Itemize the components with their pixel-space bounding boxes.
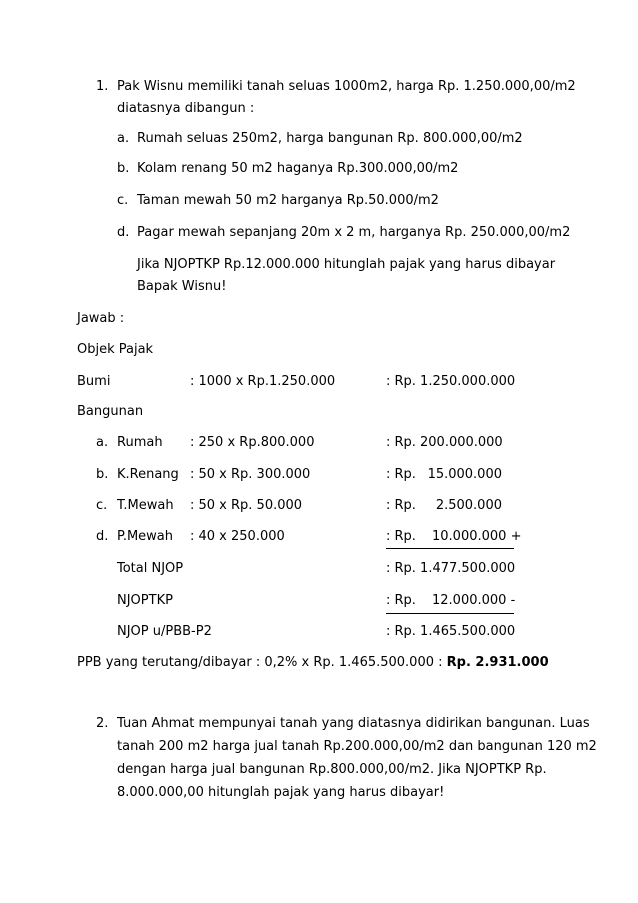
ppb-text: PPB yang terutang/dibayar : 0,2% x Rp. 1.465.500.000 : <box>77 655 447 670</box>
difference-divider-line <box>386 613 514 614</box>
njoptkp-amount: 12.000.000 - <box>432 593 516 608</box>
ppb-line <box>77 655 549 671</box>
row-a-letter: a. <box>96 435 109 450</box>
q1-item-a-text: Rumah seluas 250m2, harga bangunan Rp. 800.000,00/m2 <box>137 131 523 146</box>
row-b-label: K.Renang <box>117 467 179 482</box>
total-njop-value: : Rp. 1.477.500.000 <box>386 561 516 576</box>
q1-number: 1. <box>96 79 109 94</box>
row-c-label: T.Mewah <box>117 498 174 513</box>
objek-pajak-heading: Objek Pajak <box>77 342 154 357</box>
row-d-amount: 10.000.000 + <box>432 529 522 544</box>
q2-line-1: Tuan Ahmat mempunyai tanah yang diatasnya didirikan bangunan. Luas <box>117 716 590 731</box>
row-d-calc: : 40 x 250.000 <box>190 529 285 544</box>
q1-line-2: diatasnya dibangun : <box>117 101 255 116</box>
q1-item-d-letter: d. <box>117 225 130 240</box>
bumi-label: Bumi <box>77 374 111 389</box>
bangunan-heading: Bangunan <box>77 404 144 419</box>
row-c-letter: c. <box>96 498 108 513</box>
row-b-letter: b. <box>96 467 109 482</box>
row-d-rp: : Rp. <box>386 529 416 544</box>
row-b-rp: : Rp. <box>386 467 416 482</box>
njop-pbb-label: NJOP u/PBB-P2 <box>117 624 212 639</box>
q1-item-c-text: Taman mewah 50 m2 harganya Rp.50.000/m2 <box>137 193 439 208</box>
row-c-rp: : Rp. <box>386 498 416 513</box>
q1-item-c-letter: c. <box>117 193 129 208</box>
ppb-result: Rp. 2.931.000 <box>446 655 549 670</box>
row-a-label: Rumah <box>117 435 163 450</box>
row-a-calc: : 250 x Rp.800.000 <box>190 435 315 450</box>
q1-item-a-letter: a. <box>117 131 130 146</box>
jawab-heading: Jawab : <box>77 311 125 326</box>
row-d-label: P.Mewah <box>117 529 173 544</box>
row-a-rp: : Rp. <box>386 435 416 450</box>
row-b-amount: 15.000.000 <box>427 467 502 482</box>
q2-line-4: 8.000.000,00 hitunglah pajak yang harus dibayar! <box>117 785 445 800</box>
q2-line-3: dengan harga jual bangunan Rp.800.000,00/m2. Jika NJOPTKP Rp. <box>117 762 547 777</box>
row-b-calc: : 50 x Rp. 300.000 <box>190 467 311 482</box>
q1-item-d-text: Pagar mewah sepanjang 20m x 2 m, harganya Rp. 250.000,00/m2 <box>137 225 571 240</box>
bumi-value: : Rp. 1.250.000.000 <box>386 374 516 389</box>
sum-divider-line <box>386 548 514 549</box>
row-a-amount: 200.000.000 <box>420 435 503 450</box>
q1-note-line-1: Jika NJOPTKP Rp.12.000.000 hitunglah pajak yang harus dibayar <box>137 257 556 272</box>
q1-item-b-letter: b. <box>117 161 130 176</box>
njoptkp-rp: : Rp. <box>386 593 416 608</box>
njoptkp-label: NJOPTKP <box>117 593 173 608</box>
q1-line-1: Pak Wisnu memiliki tanah seluas 1000m2, harga Rp. 1.250.000,00/m2 <box>117 79 576 94</box>
q1-note-line-2: Bapak Wisnu! <box>137 279 227 294</box>
bumi-calc: : 1000 x Rp.1.250.000 <box>190 374 336 389</box>
q1-item-b-text: Kolam renang 50 m2 haganya Rp.300.000,00/m2 <box>137 161 459 176</box>
row-c-amount: 2.500.000 <box>435 498 502 513</box>
q2-line-2: tanah 200 m2 harga jual tanah Rp.200.000,00/m2 dan bangunan 120 m2 <box>117 739 597 754</box>
q2-number: 2. <box>96 716 109 731</box>
total-njop-label: Total NJOP <box>117 561 184 576</box>
row-c-calc: : 50 x Rp. 50.000 <box>190 498 303 513</box>
row-d-letter: d. <box>96 529 109 544</box>
njop-pbb-value: : Rp. 1.465.500.000 <box>386 624 516 639</box>
